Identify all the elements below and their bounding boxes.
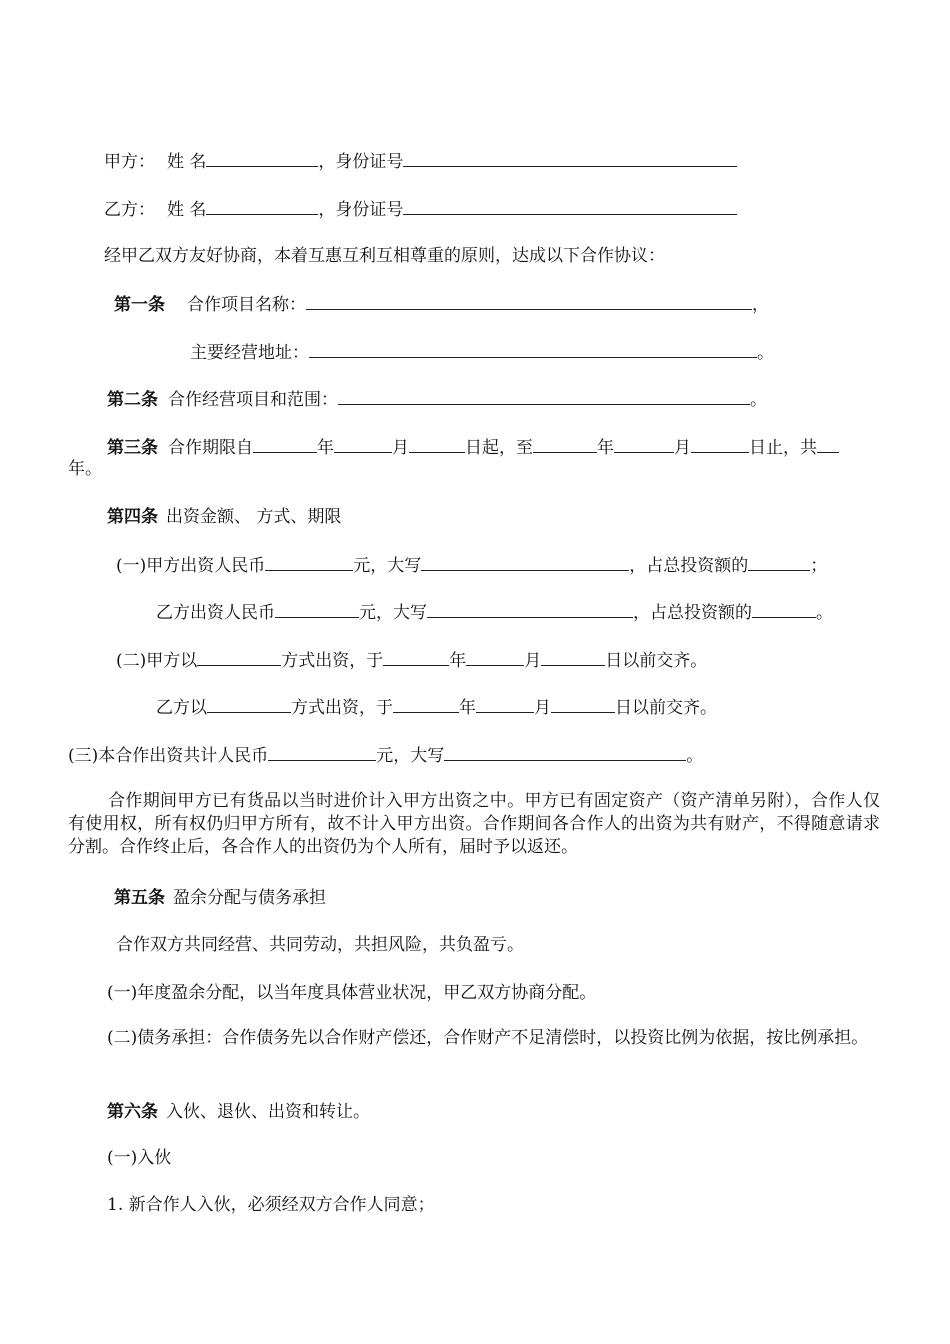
business-scope-field[interactable] — [338, 388, 750, 405]
party-b-day-field[interactable] — [551, 696, 615, 713]
party-b-method-label: 乙方以 — [156, 698, 207, 718]
party-a-amount-field[interactable] — [265, 554, 353, 571]
art1-title: 第一条 — [114, 295, 165, 315]
address-field[interactable] — [309, 341, 757, 358]
art4-line3 — [116, 649, 707, 671]
party-a-share-field[interactable] — [748, 554, 810, 571]
party-a-year-field[interactable] — [383, 649, 449, 666]
art1-name-end: ， — [752, 295, 769, 315]
party-a-month-label: 月 — [524, 651, 542, 671]
start-day-field[interactable] — [409, 436, 465, 453]
party-a-id-label: ，身份证号 — [318, 152, 404, 172]
party-a-share-end: ； — [810, 556, 828, 576]
party-a-method-field[interactable] — [197, 649, 281, 666]
art4-title: 第四条 — [107, 507, 158, 527]
party-b-month-label: 月 — [534, 698, 551, 718]
art3-year-label-2: 年 — [597, 438, 614, 458]
party-b-share-label: ，占总投资额的 — [633, 603, 752, 623]
art4-heading: 出资金额、 方式、期限 — [166, 507, 342, 527]
total-amount-field[interactable] — [268, 744, 376, 761]
total-years-field[interactable] — [817, 436, 839, 453]
start-month-field[interactable] — [334, 436, 392, 453]
art2-title: 第二条 — [107, 390, 158, 410]
intro-text: 经甲乙双方友好协商，本着互惠互利互相尊重的原则，达成以下合作协议： — [104, 246, 665, 266]
party-b-share-end: 。 — [816, 603, 833, 623]
party-b-method-field[interactable] — [207, 696, 291, 713]
art2-line — [107, 388, 767, 410]
party-b-amount-field[interactable] — [275, 601, 359, 618]
art1-addr-end: 。 — [757, 343, 774, 363]
party-b-year-label: 年 — [459, 698, 476, 718]
party-a-share-label: ，占总投资额的 — [629, 556, 749, 576]
art3-year-label: 年 — [317, 438, 334, 458]
art6-line2: 1. 新合作人入伙，必须经双方合作人同意； — [107, 1195, 435, 1215]
party-b-name-label: 姓 名 — [167, 200, 207, 220]
art6-line1: (一)入伙 — [107, 1148, 172, 1168]
party-b-month-field[interactable] — [476, 696, 534, 713]
art1-addr-line — [190, 341, 774, 363]
art3-year-end: 年。 — [68, 459, 102, 479]
art4-line4 — [156, 696, 717, 718]
art5-line2: (一)年度盈余分配，以当年度具体营业状况，甲乙双方协商分配。 — [107, 983, 597, 1003]
party-a-deadline-text: 日以前交齐。 — [605, 651, 708, 671]
party-b-name-field[interactable] — [206, 198, 318, 215]
art5-title: 第五条 — [114, 888, 165, 908]
end-day-field[interactable] — [691, 436, 749, 453]
party-a-day-field[interactable] — [541, 649, 605, 666]
art4-heading-line — [107, 507, 341, 527]
party-a-yuan-label: 元，大写 — [353, 556, 422, 576]
total-end: 。 — [686, 746, 704, 766]
party-a-method-label: (二)甲方以 — [116, 651, 198, 671]
art3-from-label: 合作期限自 — [168, 438, 253, 458]
party-b-share-field[interactable] — [752, 601, 816, 618]
party-b-id-field[interactable] — [403, 198, 737, 215]
party-b-deadline-text: 日以前交齐。 — [615, 698, 717, 718]
total-yuan-label: 元，大写 — [376, 746, 445, 766]
art5-line1: 合作双方共同经营、共同劳动，共担风险，共负盈亏。 — [116, 935, 524, 955]
party-b-method-text: 方式出资，于 — [291, 698, 393, 718]
party-a-investment-label: (一)甲方出资人民币 — [116, 556, 266, 576]
art3-title: 第三条 — [107, 438, 158, 458]
party-a-name-label: 姓 名 — [167, 152, 207, 172]
art2-text: 合作经营项目和范围： — [168, 390, 338, 410]
party-b-label: 乙方： — [104, 200, 155, 220]
art4-line1 — [116, 554, 827, 576]
party-b-investment-label: 乙方出资人民币 — [156, 603, 275, 623]
art5-heading-line — [114, 888, 326, 908]
art2-end: 。 — [750, 390, 767, 410]
party-a-label: 甲方： — [104, 152, 155, 172]
art3-month-label-2: 月 — [674, 438, 691, 458]
art6-heading: 入伙、退伙、出资和转让。 — [166, 1102, 370, 1122]
art1-addr-label: 主要经营地址： — [190, 343, 309, 363]
start-year-field[interactable] — [253, 436, 317, 453]
party-b-line — [104, 198, 737, 220]
total-investment-label: (三)本合作出资共计人民币 — [68, 746, 269, 766]
party-a-month-field[interactable] — [466, 649, 524, 666]
art1-name-label: 合作项目名称： — [187, 295, 306, 315]
party-a-name-field[interactable] — [206, 150, 318, 167]
art3-to-label: 日起，至 — [465, 438, 533, 458]
party-a-amount-words-field[interactable] — [421, 554, 629, 571]
art5-heading: 盈余分配与债务承担 — [173, 888, 326, 908]
party-a-line — [104, 150, 737, 172]
art3-line — [107, 436, 839, 458]
party-a-year-label: 年 — [449, 651, 467, 671]
party-b-yuan-label: 元，大写 — [359, 603, 427, 623]
art4-paragraph: 合作期间甲方已有货品以当时进价计入甲方出资之中。甲方已有固定资产（资产清单另附），合作人仅有使用权，所有权仍归甲方所有，故不计入甲方出资。合作期间各合作人的出资为共有财产，不得随意请求分割。合作终止后，各合作人的出资仍为个人所有，届时予以返还。 — [68, 791, 880, 857]
art3-month-label: 月 — [392, 438, 409, 458]
end-month-field[interactable] — [614, 436, 674, 453]
party-b-year-field[interactable] — [393, 696, 459, 713]
party-b-id-label: ，身份证号 — [318, 200, 404, 220]
art4-line2 — [156, 601, 833, 623]
total-amount-words-field[interactable] — [444, 744, 686, 761]
art1-name-line — [114, 293, 769, 315]
end-year-field[interactable] — [533, 436, 597, 453]
art3-until-label: 日止，共 — [749, 438, 817, 458]
art5-line3: (二)债务承担：合作债务先以合作财产偿还，合作财产不足清偿时，以投资比例为依据，按比例承担。 — [107, 1028, 869, 1048]
party-b-amount-words-field[interactable] — [427, 601, 633, 618]
project-name-field[interactable] — [306, 293, 752, 310]
party-a-method-text: 方式出资，于 — [281, 651, 384, 671]
art6-title: 第六条 — [107, 1102, 158, 1122]
art6-heading-line — [107, 1102, 370, 1122]
party-a-id-field[interactable] — [403, 150, 737, 167]
art4-line5 — [68, 744, 703, 766]
